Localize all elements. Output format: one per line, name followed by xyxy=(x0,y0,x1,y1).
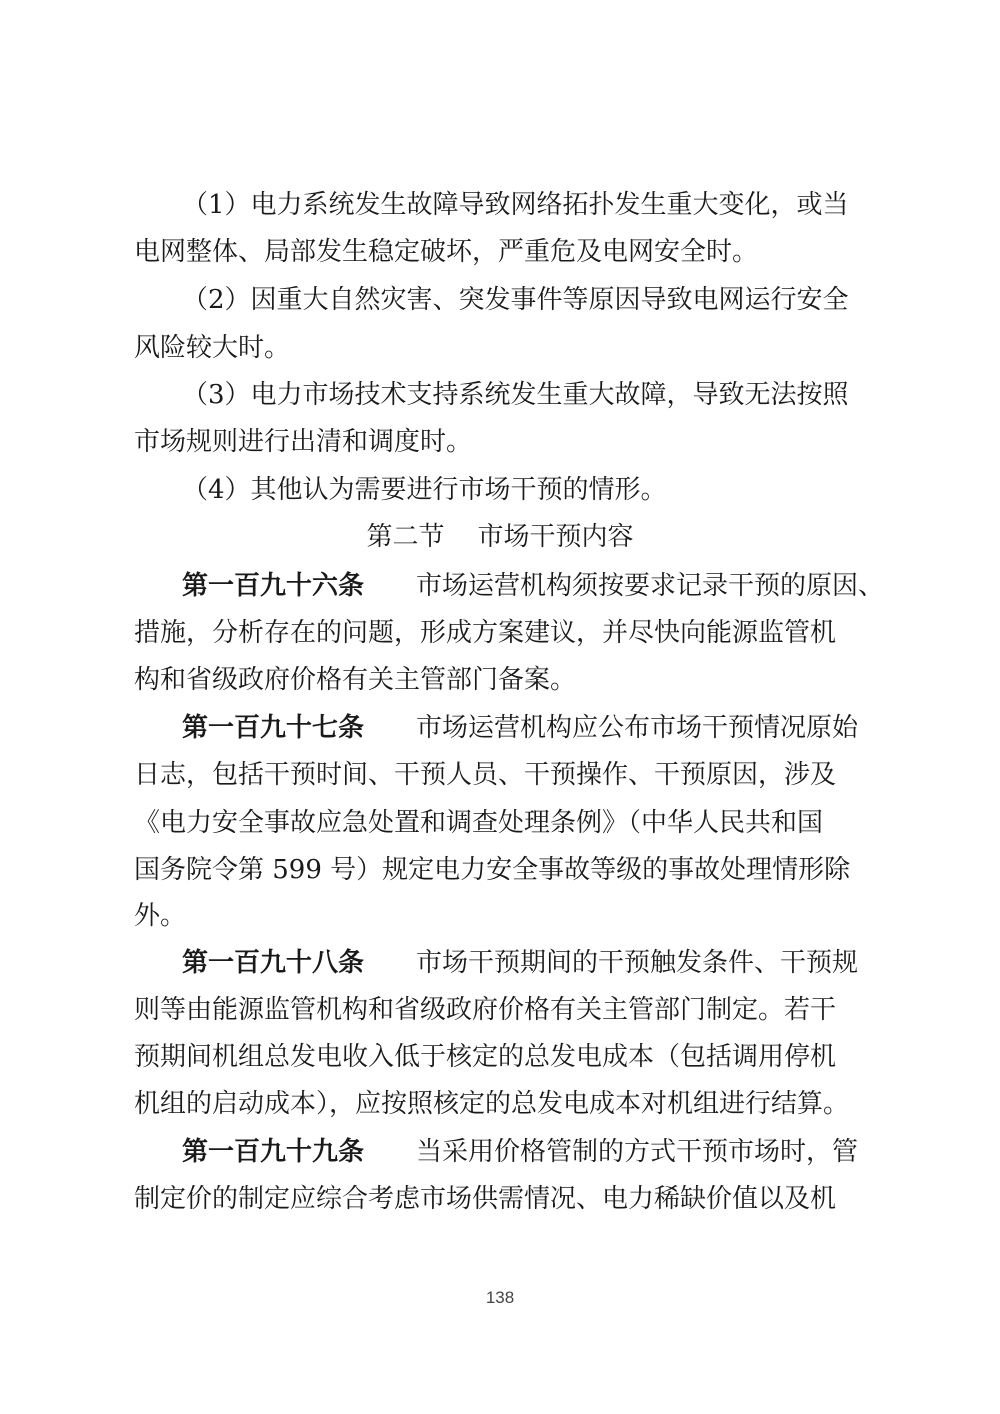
item-text: 电网整体、局部发生稳定破坏，严重危及电网安全时。 xyxy=(134,237,759,267)
article-196-line-3 xyxy=(0,660,1000,700)
article-text: 构和省级政府价格有关主管部门备案。 xyxy=(134,665,577,695)
article-text: 机组的启动成本），应按照核定的总发电成本对机组进行结算。 xyxy=(134,1089,850,1119)
article-text: 外。 xyxy=(134,901,187,931)
article-text: 预期间机组总发电收入低于核定的总发电成本（包括调用停机 xyxy=(134,1042,837,1072)
article-196-line-2 xyxy=(0,613,1000,653)
article-text: 市场干预期间的干预触发条件、干预规 xyxy=(416,948,859,978)
item-3-line-1 xyxy=(0,375,1000,415)
item-2-line-2 xyxy=(0,328,1000,368)
item-text: （3）电力市场技术支持系统发生重大故障，导致无法按照 xyxy=(182,380,849,410)
article-197-line-5 xyxy=(0,896,1000,936)
article-number: 第一百九十六条 xyxy=(182,571,365,601)
item-text: （1）电力系统发生故障导致网络拓扑发生重大变化，或当 xyxy=(182,190,849,220)
article-197-line-4 xyxy=(0,850,1000,890)
article-198-line-1 xyxy=(0,943,1000,983)
article-197-line-2 xyxy=(0,755,1000,795)
article-198-line-3 xyxy=(0,1037,1000,1077)
page-number: 138 xyxy=(485,1288,515,1307)
article-text: 市场运营机构须按要求记录干预的原因、 xyxy=(416,571,885,601)
article-196-line-1 xyxy=(0,566,1000,606)
article-text: 《电力安全事故应急处置和调查处理条例》（中华人民共和国 xyxy=(134,808,824,838)
item-2-line-1 xyxy=(0,280,1000,320)
article-number: 第一百九十七条 xyxy=(182,713,365,743)
item-4-line-1 xyxy=(0,470,1000,510)
article-text: 日志，包括干预时间、干预人员、干预操作、干预原因，涉及 xyxy=(134,760,837,790)
item-1-line-1 xyxy=(0,185,1000,225)
item-1-line-2 xyxy=(0,232,1000,272)
article-text: 市场运营机构应公布市场干预情况原始 xyxy=(416,713,859,743)
item-3-line-2 xyxy=(0,422,1000,462)
article-197-line-1 xyxy=(0,708,1000,748)
article-text: 国务院令第 599 号）规定电力安全事故等级的事故处理情形除 xyxy=(134,855,851,885)
article-text: 制定价的制定应综合考虑市场供需情况、电力稀缺价值以及机 xyxy=(134,1184,837,1214)
article-text: 措施，分析存在的问题，形成方案建议，并尽快向能源监管机 xyxy=(134,618,837,648)
article-199-line-2 xyxy=(0,1179,1000,1219)
article-198-line-4 xyxy=(0,1084,1000,1124)
item-text: 风险较大时。 xyxy=(134,333,291,363)
article-text: 则等由能源监管机构和省级政府价格有关主管部门制定。若干 xyxy=(134,995,837,1025)
article-number: 第一百九十九条 xyxy=(182,1137,365,1167)
article-197-line-3 xyxy=(0,803,1000,843)
article-198-line-2 xyxy=(0,990,1000,1030)
item-text: （2）因重大自然灾害、突发事件等原因导致电网运行安全 xyxy=(182,285,849,315)
article-text: 当采用价格管制的方式干预市场时，管 xyxy=(416,1137,859,1167)
article-199-line-1 xyxy=(0,1132,1000,1172)
article-number: 第一百九十八条 xyxy=(182,948,365,978)
item-text: 市场规则进行出清和调度时。 xyxy=(134,427,473,457)
item-text: （4）其他认为需要进行市场干预的情形。 xyxy=(182,475,667,505)
section-heading: 第二节 市场干预内容 xyxy=(366,522,634,552)
